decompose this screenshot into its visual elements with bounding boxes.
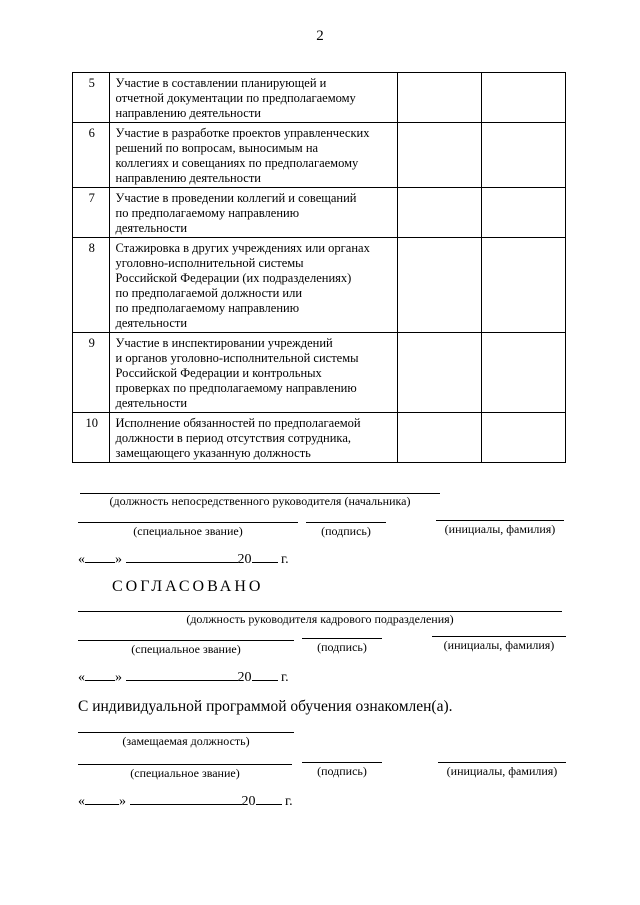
deadline-cell[interactable] [397, 413, 481, 463]
table-row [73, 238, 566, 333]
date-close-quote: » [115, 670, 122, 685]
date-open-quote: « [78, 794, 85, 809]
description-line: Участие в проведении коллегий и совещаний [115, 191, 357, 205]
approval-date [78, 666, 289, 686]
description-line: уголовно-исполнительной системы [115, 256, 304, 270]
employee-rank-caption: (специальное звание) [130, 766, 240, 780]
description-line: направлению деятельности [115, 106, 261, 120]
row-number: 5 [73, 73, 110, 123]
hr-signature-line[interactable] [302, 638, 382, 639]
activity-description [109, 188, 397, 238]
acknowledgement-text: С индивидуальной программой обучения ознакомлен(а). [78, 698, 453, 715]
table-body [73, 73, 566, 463]
year-prefix: 20 [237, 552, 252, 567]
deadline-cell[interactable] [397, 333, 481, 413]
year-prefix: 20 [241, 794, 256, 809]
description-line: Участие в составлении планирующей и [115, 76, 327, 90]
completion-mark-cell[interactable] [481, 73, 565, 123]
table-row [73, 333, 566, 413]
hr-signature-caption: (подпись) [317, 640, 367, 654]
employee-name-caption: (инициалы, фамилия) [446, 764, 558, 778]
deadline-cell[interactable] [397, 73, 481, 123]
hr-name-caption: (инициалы, фамилия) [443, 638, 555, 652]
day-field[interactable] [85, 548, 115, 563]
activity-description [109, 73, 397, 123]
description-line: по предполагаемой должности или [115, 286, 303, 300]
table-row [73, 188, 566, 238]
activity-description [109, 238, 397, 333]
month-field[interactable] [130, 790, 242, 805]
month-field[interactable] [126, 666, 238, 681]
supervisor-name-caption: (инициалы, фамилия) [444, 522, 556, 536]
year-field[interactable] [252, 548, 278, 563]
supervisor-position-caption: (должность непосредственного руководителя (начальника) [109, 494, 411, 508]
employee-signature-caption: (подпись) [317, 764, 367, 778]
description-line: деятельности [115, 396, 188, 410]
row-number: 9 [73, 333, 110, 413]
activity-description [109, 333, 397, 413]
description-line: Участие в разработке проектов управленческих [115, 126, 370, 140]
description-line: и органов уголовно-исполнительной системы [115, 351, 359, 365]
row-number: 8 [73, 238, 110, 333]
employee-signature-line[interactable] [302, 762, 382, 763]
description-line: деятельности [115, 221, 188, 235]
description-line: Стажировка в других учреждениях или органах [115, 241, 370, 255]
supervisor-rank-caption: (специальное звание) [133, 524, 243, 538]
hr-position-caption: (должность руководителя кадрового подразделения) [186, 612, 454, 626]
year-field[interactable] [256, 790, 282, 805]
deadline-cell[interactable] [397, 238, 481, 333]
description-line: направлению деятельности [115, 171, 261, 185]
supervisor-date [78, 548, 289, 568]
acknowledgement-date [78, 790, 293, 810]
month-field[interactable] [126, 548, 238, 563]
description-line: Российской Федерации и контрольных [115, 366, 322, 380]
year-field[interactable] [252, 666, 278, 681]
completion-mark-cell[interactable] [481, 123, 565, 188]
year-suffix: г. [281, 552, 289, 567]
row-number: 10 [73, 413, 110, 463]
table-row [73, 123, 566, 188]
description-line: замещающего указанную должность [115, 446, 311, 460]
approval-heading: СОГЛАСОВАНО [112, 578, 264, 595]
row-number: 6 [73, 123, 110, 188]
table-row [73, 413, 566, 463]
description-line: Исполнение обязанностей по предполагаемой [115, 416, 361, 430]
page-number: 2 [316, 28, 324, 44]
row-number: 7 [73, 188, 110, 238]
description-line: деятельности [115, 316, 188, 330]
day-field[interactable] [85, 790, 119, 805]
description-line: решений по вопросам, выносимым на [115, 141, 319, 155]
description-line: должности в период отсутствия сотрудника, [115, 431, 351, 445]
description-line: проверках по предполагаемому направлению [115, 381, 357, 395]
date-open-quote: « [78, 552, 85, 567]
employee-rank-line[interactable] [78, 764, 292, 765]
completion-mark-cell[interactable] [481, 238, 565, 333]
description-line: коллегиях и совещаниях по предполагаемому [115, 156, 359, 170]
deadline-cell[interactable] [397, 123, 481, 188]
supervisor-signature-line[interactable] [306, 522, 386, 523]
training-program-table [72, 72, 566, 463]
table-row [73, 73, 566, 123]
completion-mark-cell[interactable] [481, 413, 565, 463]
employee-position-line[interactable] [78, 732, 294, 733]
description-line: Участие в инспектировании учреждений [115, 336, 333, 350]
description-line: по предполагаемому направлению [115, 301, 300, 315]
activity-description [109, 123, 397, 188]
employee-name-line[interactable] [438, 762, 566, 763]
supervisor-name-line[interactable] [436, 520, 564, 521]
day-field[interactable] [85, 666, 115, 681]
employee-position-caption: (замещаемая должность) [122, 734, 250, 748]
year-suffix: г. [281, 670, 289, 685]
description-line: Российской Федерации (их подразделениях) [115, 271, 352, 285]
supervisor-rank-line[interactable] [78, 522, 298, 523]
completion-mark-cell[interactable] [481, 333, 565, 413]
completion-mark-cell[interactable] [481, 188, 565, 238]
year-prefix: 20 [237, 670, 252, 685]
hr-rank-caption: (специальное звание) [131, 642, 241, 656]
date-open-quote: « [78, 670, 85, 685]
year-suffix: г. [285, 794, 293, 809]
supervisor-signature-caption: (подпись) [321, 524, 371, 538]
activity-description [109, 413, 397, 463]
hr-rank-line[interactable] [78, 640, 294, 641]
date-close-quote: » [115, 552, 122, 567]
hr-name-line[interactable] [432, 636, 566, 637]
deadline-cell[interactable] [397, 188, 481, 238]
date-close-quote: » [119, 794, 126, 809]
description-line: по предполагаемому направлению [115, 206, 300, 220]
description-line: отчетной документации по предполагаемому [115, 91, 356, 105]
